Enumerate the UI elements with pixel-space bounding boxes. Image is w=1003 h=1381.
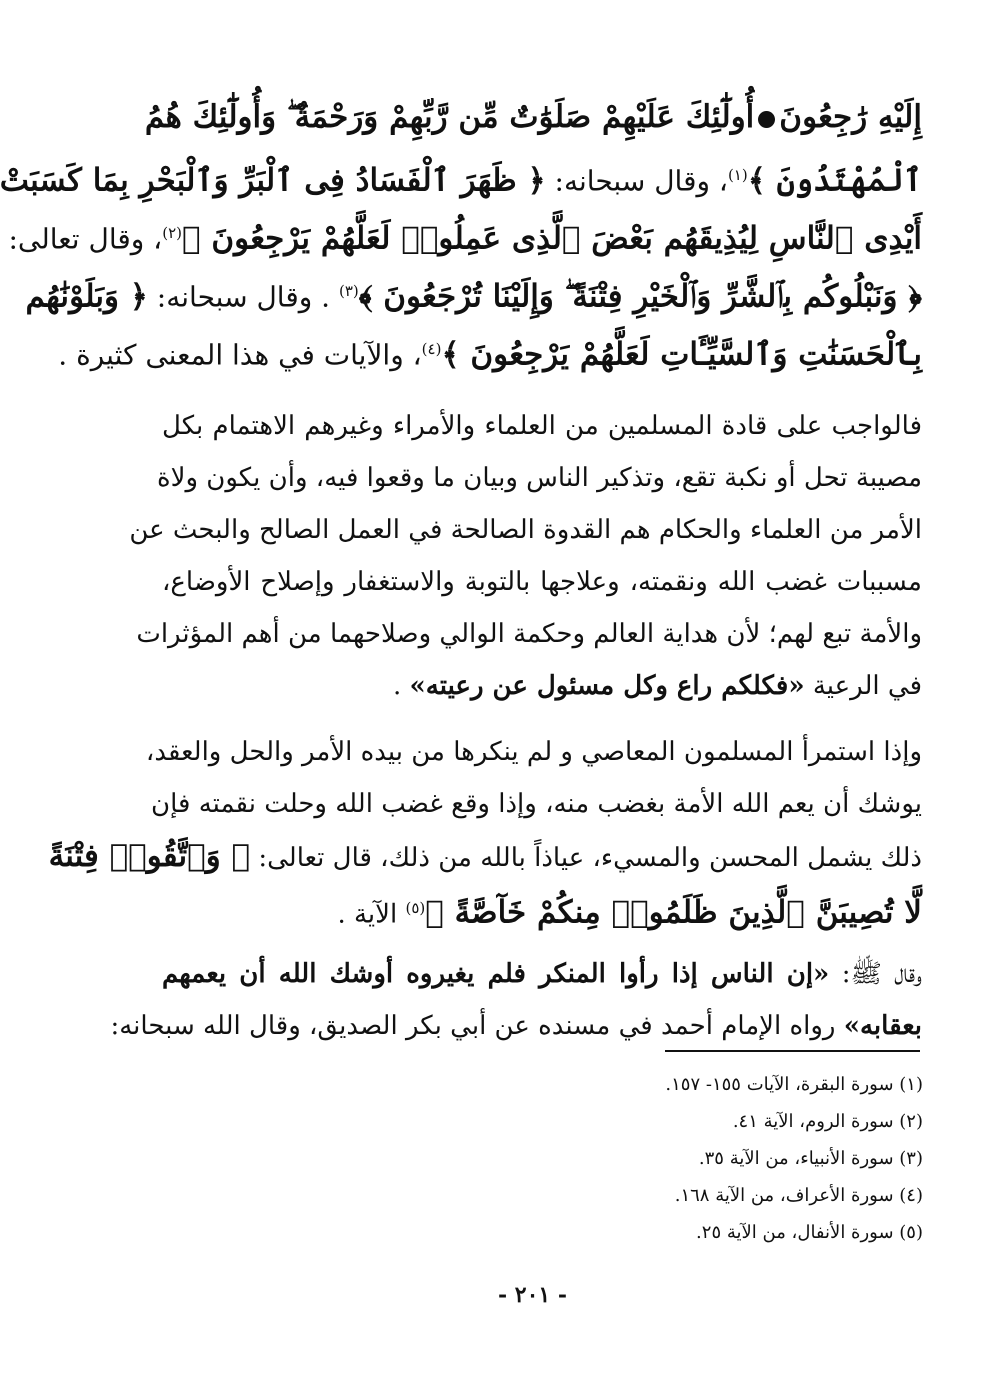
- verse-separator-icon: [758, 111, 775, 128]
- page-body: [0, 88, 922, 1066]
- page-number: - ٢٠١ -: [497, 1282, 568, 1308]
- text-line: [144, 88, 922, 146]
- text-line: [162, 882, 922, 934]
- text-line: [136, 608, 922, 660]
- quran-text: ﴿ وَنَبْلُوكُم بِٱلشَّرِّ وَٱلْخَيْرِ فِتْنَةً ۖ وَإِلَيْنَا تُرْجَعُونَ ﴾: [358, 278, 922, 315]
- body-text: فالواجب على قادة المسلمين من العلماء والأمراء وغيرهم الاهتمام بكل: [162, 411, 922, 441]
- footnote-ref: (١): [727, 166, 748, 184]
- body-text: ذلك يشمل المحسن والمسيء، عياذاً بالله من ذلك، قال تعالى:: [250, 843, 922, 873]
- hadith-text: «إن الناس إذا رأوا المنكر فلم يغيروه أوشك الله أن يعمهم: [162, 959, 830, 989]
- text-line: [8, 204, 922, 262]
- footnote-1: (١) سورة البقرة، الآيات ١٥٥- ١٥٧.: [665, 1074, 923, 1095]
- quran-text: بِٱلْحَسَنَٰتِ وَٱلسَّيِّـَٔاتِ لَعَلَّهُمْ يَرْجِعُونَ ﴾: [441, 336, 922, 373]
- footnote-2: (٢) سورة الروم، الآية ٤١.: [732, 1111, 923, 1132]
- text-line: [25, 262, 922, 320]
- text-line: [110, 1000, 922, 1052]
- body-text: والأمة تبع لهم؛ لأن هداية العالم وحكمة الوالي وصلاحهما من أهم المؤثرات: [136, 619, 922, 649]
- paragraph-quran-verses: [0, 88, 922, 378]
- quran-text: ٱلْمُهْتَدُونَ ﴾: [747, 162, 922, 199]
- body-text: وإذا استمرأ المسلمون المعاصي و لم ينكرها من بيده الأمر والحل والعقد،: [145, 737, 922, 767]
- body-text: . وقال سبحانه:: [147, 280, 339, 314]
- footnotes: [483, 1066, 923, 1251]
- quran-text: أُولَٰٓئِكَ عَلَيْهِمْ صَلَوَٰتٌ مِّن رَّبِّهِمْ وَرَحْمَةٌ ۖ وَأُولَٰٓئِكَ هُمُ: [144, 99, 755, 135]
- quran-text: أَيْدِى ٱلنَّاسِ لِيُذِيقَهُم بَعْضَ ٱلَّذِى عَمِلُوا۟ لَعَلَّهُمْ يَرْجِعُونَ ﴾: [182, 220, 922, 257]
- text-line: [151, 778, 922, 830]
- hadith-text: «فكلكم راع وكل مسئول عن رعيته»: [409, 671, 805, 701]
- body-text: مسببات غضب الله ونقمته، وعلاجها بالتوبة والاستغفار وإصلاح الأوضاع،: [162, 567, 922, 597]
- hadith-text: بعقابه»: [843, 1011, 922, 1041]
- footnote-4: (٤) سورة الأعراف، من الآية ١٦٨.: [674, 1185, 923, 1206]
- quran-text: لَّا تُصِيبَنَّ ٱلَّذِينَ ظَلَمُوا۟ مِنكُمْ خَآصَّةً ﴾: [425, 894, 922, 931]
- text-line: [162, 660, 922, 712]
- text-line: [157, 452, 922, 504]
- body-text: يوشك أن يعم الله الأمة بغضب منه، وإذا وقع غضب الله وحلت نقمته فإن: [151, 789, 922, 819]
- body-text: ، والآيات في هذا المعنى كثيرة .: [58, 338, 422, 372]
- paragraph-persistence-in-sin: [48, 726, 922, 934]
- text-line: [162, 556, 922, 608]
- body-text: وقال ﷺ:: [829, 959, 922, 989]
- quran-text: ﴿ وَبَلَوْنَٰهُم: [25, 278, 148, 315]
- quran-text: إِلَيْهِ رَٰجِعُونَ: [779, 99, 922, 135]
- footnote-ref: (٢): [162, 224, 183, 242]
- text-line: [145, 726, 922, 778]
- text-line: [48, 830, 922, 882]
- paragraph-duty-of-leaders: [129, 400, 922, 712]
- body-text: ، وقال تعالى:: [8, 222, 163, 256]
- body-text: الأمر من العلماء والحكام هم القدوة الصالحة في العمل الصالح والبحث عن: [129, 515, 922, 545]
- text-line: [162, 948, 922, 1000]
- body-text: الآية .: [337, 899, 406, 930]
- footnote-ref: (٣): [338, 282, 359, 300]
- body-text: في الرعية: [804, 671, 922, 701]
- quran-text: ﴿ وَٱتَّقُوا۟ فِتْنَةً: [48, 838, 251, 874]
- text-line: [129, 504, 922, 556]
- body-text: .: [393, 671, 410, 701]
- footnote-5: (٥) سورة الأنفال، من الآية ٢٥.: [696, 1222, 923, 1243]
- footnote-3: (٣) سورة الأنبياء، من الآية ٣٥.: [698, 1148, 923, 1169]
- text-line: [0, 146, 922, 204]
- footnote-ref: (٥): [405, 899, 426, 917]
- body-text: رواه الإمام أحمد في مسنده عن أبي بكر الصديق، وقال الله سبحانه:: [110, 1011, 844, 1041]
- text-line: [58, 320, 922, 378]
- quran-text: ﴿ ظَهَرَ ٱلْفَسَادُ فِى ٱلْبَرِّ وَٱلْبَحْرِ بِمَا كَسَبَتْ: [0, 162, 546, 199]
- body-text: مصيبة تحل أو نكبة تقع، وتذكير الناس وبيان ما وقعوا فيه، وأن يكون ولاة: [157, 463, 922, 493]
- body-text: ، وقال سبحانه:: [545, 164, 728, 198]
- paragraph-hadith: [110, 948, 922, 1052]
- text-line: [162, 400, 922, 452]
- footnote-ref: (٤): [421, 340, 442, 358]
- footnote-divider: [665, 1050, 920, 1052]
